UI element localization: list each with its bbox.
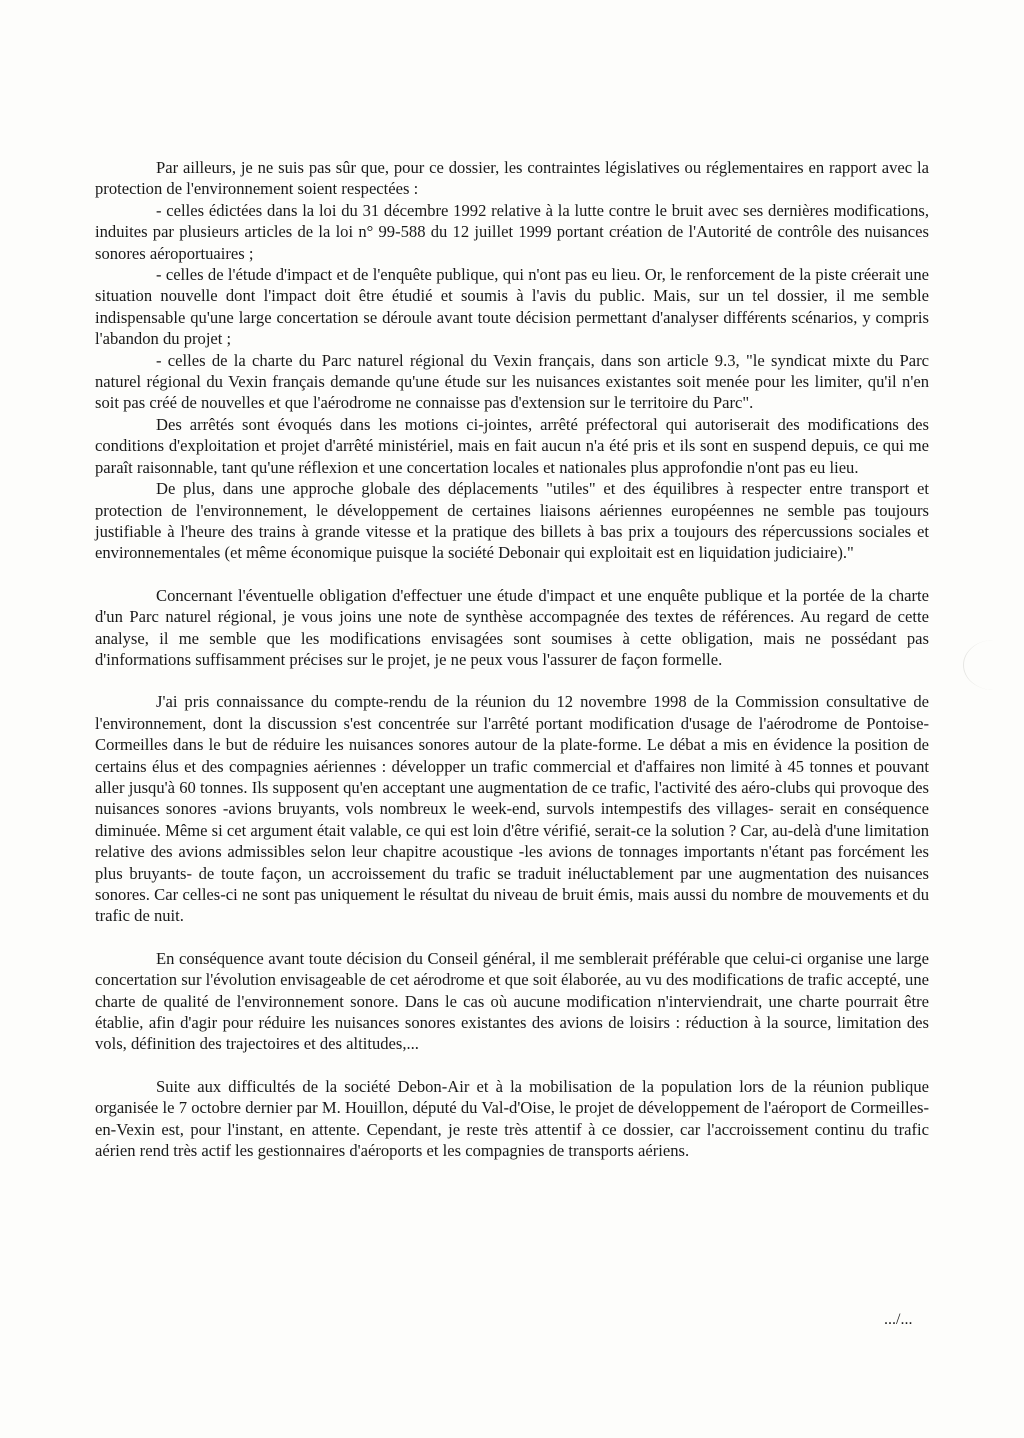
paragraph-arretes: Des arrêtés sont évoqués dans les motions ci-jointes, arrêté préfectoral qui autoriserait des modifications des conditions d'exploitation et projet d'arrêté ministériel, mais en fait aucun n'a été pris et ils sont en suspend depuis, ce qui me paraît raisonnable, tant qu'une réflexion et une concertation locales et nationales plus approfondie n'ont pas eu lieu.	[95, 414, 929, 477]
paragraph-debon-air: Suite aux difficultés de la société Debon-Air et à la mobilisation de la population lors de la réunion publique organisée le 7 octobre dernier par M. Houillon, député du Val-d'Oise, le projet de développement de l'aéroport de Cormeilles-en-Vexin est, pour l'instant, en attente. Cependant, je reste très attentif à ce dossier, car l'accroissement continu du trafic aérien rend très actif les gestionnaires d'aéroports et les compagnies de transports aériens.	[95, 1076, 929, 1161]
paragraph-compte-rendu: J'ai pris connaissance du compte-rendu de la réunion du 12 novembre 1998 de la Commission consultative de l'environnement, dont la discussion s'est concentrée sur l'arrêté portant modification d'usage de l'aérodrome de Pontoise-Cormeilles dans le but de réduire les nuisances sonores autour de la plate-forme. Le débat a mis en évidence la position de certains élus et des compagnies aériennes : développer un trafic commercial et d'affaires non limité à 45 tonnes et pouvant aller jusqu'à 60 tonnes. Ils supposent qu'en acceptant une augmentation de ce trafic, l'activité des aéro-clubs qui provoque des nuisances sonores -avions bruyants, vols nombreux le week-end, survols intempestifs des villages- serait en conséquence diminuée. Même si cet argument était valable, ce qui est loin d'être vérifié, serait-ce la solution ? Car, au-delà d'une limitation relative des avions admissibles selon leur chapitre acoustique -les avions de tonnages importants n'étant pas forcément les plus bruyants- de toute façon, un accroissement du trafic se traduit inéluctablement par une augmentation des nuisances sonores. Car celles-ci ne sont pas uniquement le résultat du niveau de bruit émis, mais aussi du nombre de mouvements et du trafic de nuit.	[95, 692, 929, 926]
paragraph-obligation-etude: Concernant l'éventuelle obligation d'effectuer une étude d'impact et une enquête publique et la portée de la charte d'un Parc naturel régional, je vous joins une note de synthèse accompagnée des textes de références. Au regard de cette analyse, il me semble que les modifications envisagées sont soumises à cette obligation, mais ne possédant pas d'informations suffisamment précises sur le projet, je ne peux vous l'assurer de façon formelle.	[95, 585, 929, 669]
bullet-charte-parc: - celles de la charte du Parc naturel régional du Vexin français, dans son article 9.3, "le syndicat mixte du Parc naturel régional du Vexin français demande qu'une étude sur les nuisances existantes soit menée pour les limiter, qu'il n'en soit pas créé de nouvelles et que l'aérodrome ne connaisse pas d'extension sur le territoire du Parc".	[95, 350, 929, 413]
letter-body	[95, 157, 929, 1161]
scan-fold-mark	[963, 640, 1024, 690]
bullet-etude-impact: - celles de l'étude d'impact et de l'enquête publique, qui n'ont pas eu lieu. Or, le renforcement de la piste créerait une situation nouvelle dont l'impact doit être étudié et soumis à l'avis du public. Mais, sur un tel dossier, il me semble indispensable qu'une large concertation se déroule avant toute décision permettant d'analyser différents scénarios, y compris l'abandon du projet ;	[95, 265, 929, 349]
paragraph-intro: Par ailleurs, je ne suis pas sûr que, pour ce dossier, les contraintes législatives ou réglementaires en rapport avec la protection de l'environnement soient respectées :	[95, 158, 929, 199]
bullet-loi-bruit: - celles édictées dans la loi du 31 décembre 1992 relative à la lutte contre le bruit avec ses dernières modifications, induites par plusieurs articles de la loi n° 99-588 du 12 juillet 1999 portant création de l'Autorité de contrôle des nuisances sonores aéroportuaires ;	[95, 200, 929, 263]
paragraph-consequence: En conséquence avant toute décision du Conseil général, il me semblerait préférable que celui-ci organise une large concertation sur l'évolution envisageable de cet aérodrome et que soit élaborée, au vu des modifications de trafic accepté, une charte de qualité de l'environnement sonore. Dans le cas où aucune modification n'interviendrait, une charte pourrait être établie, afin d'agir pour réduire les nuisances sonores existantes des avions de loisirs : réduction à la source, limitation des vols, définition des trajectoires et des altitudes,...	[95, 948, 929, 1054]
continuation-mark: .../...	[884, 1311, 913, 1328]
paragraph-de-plus: De plus, dans une approche globale des déplacements "utiles" et des équilibres à respecter entre transport et protection de l'environnement, le développement de certaines liaisons aériennes européennes ne semble pas toujours justifiable à l'heure des trains à grande vitesse et la pratique des billets à bas prix a toujours des répercussions sociales et environnementales (et même économique puisque la société Debonair qui exploitait est en liquidation judiciaire)."	[95, 479, 929, 563]
